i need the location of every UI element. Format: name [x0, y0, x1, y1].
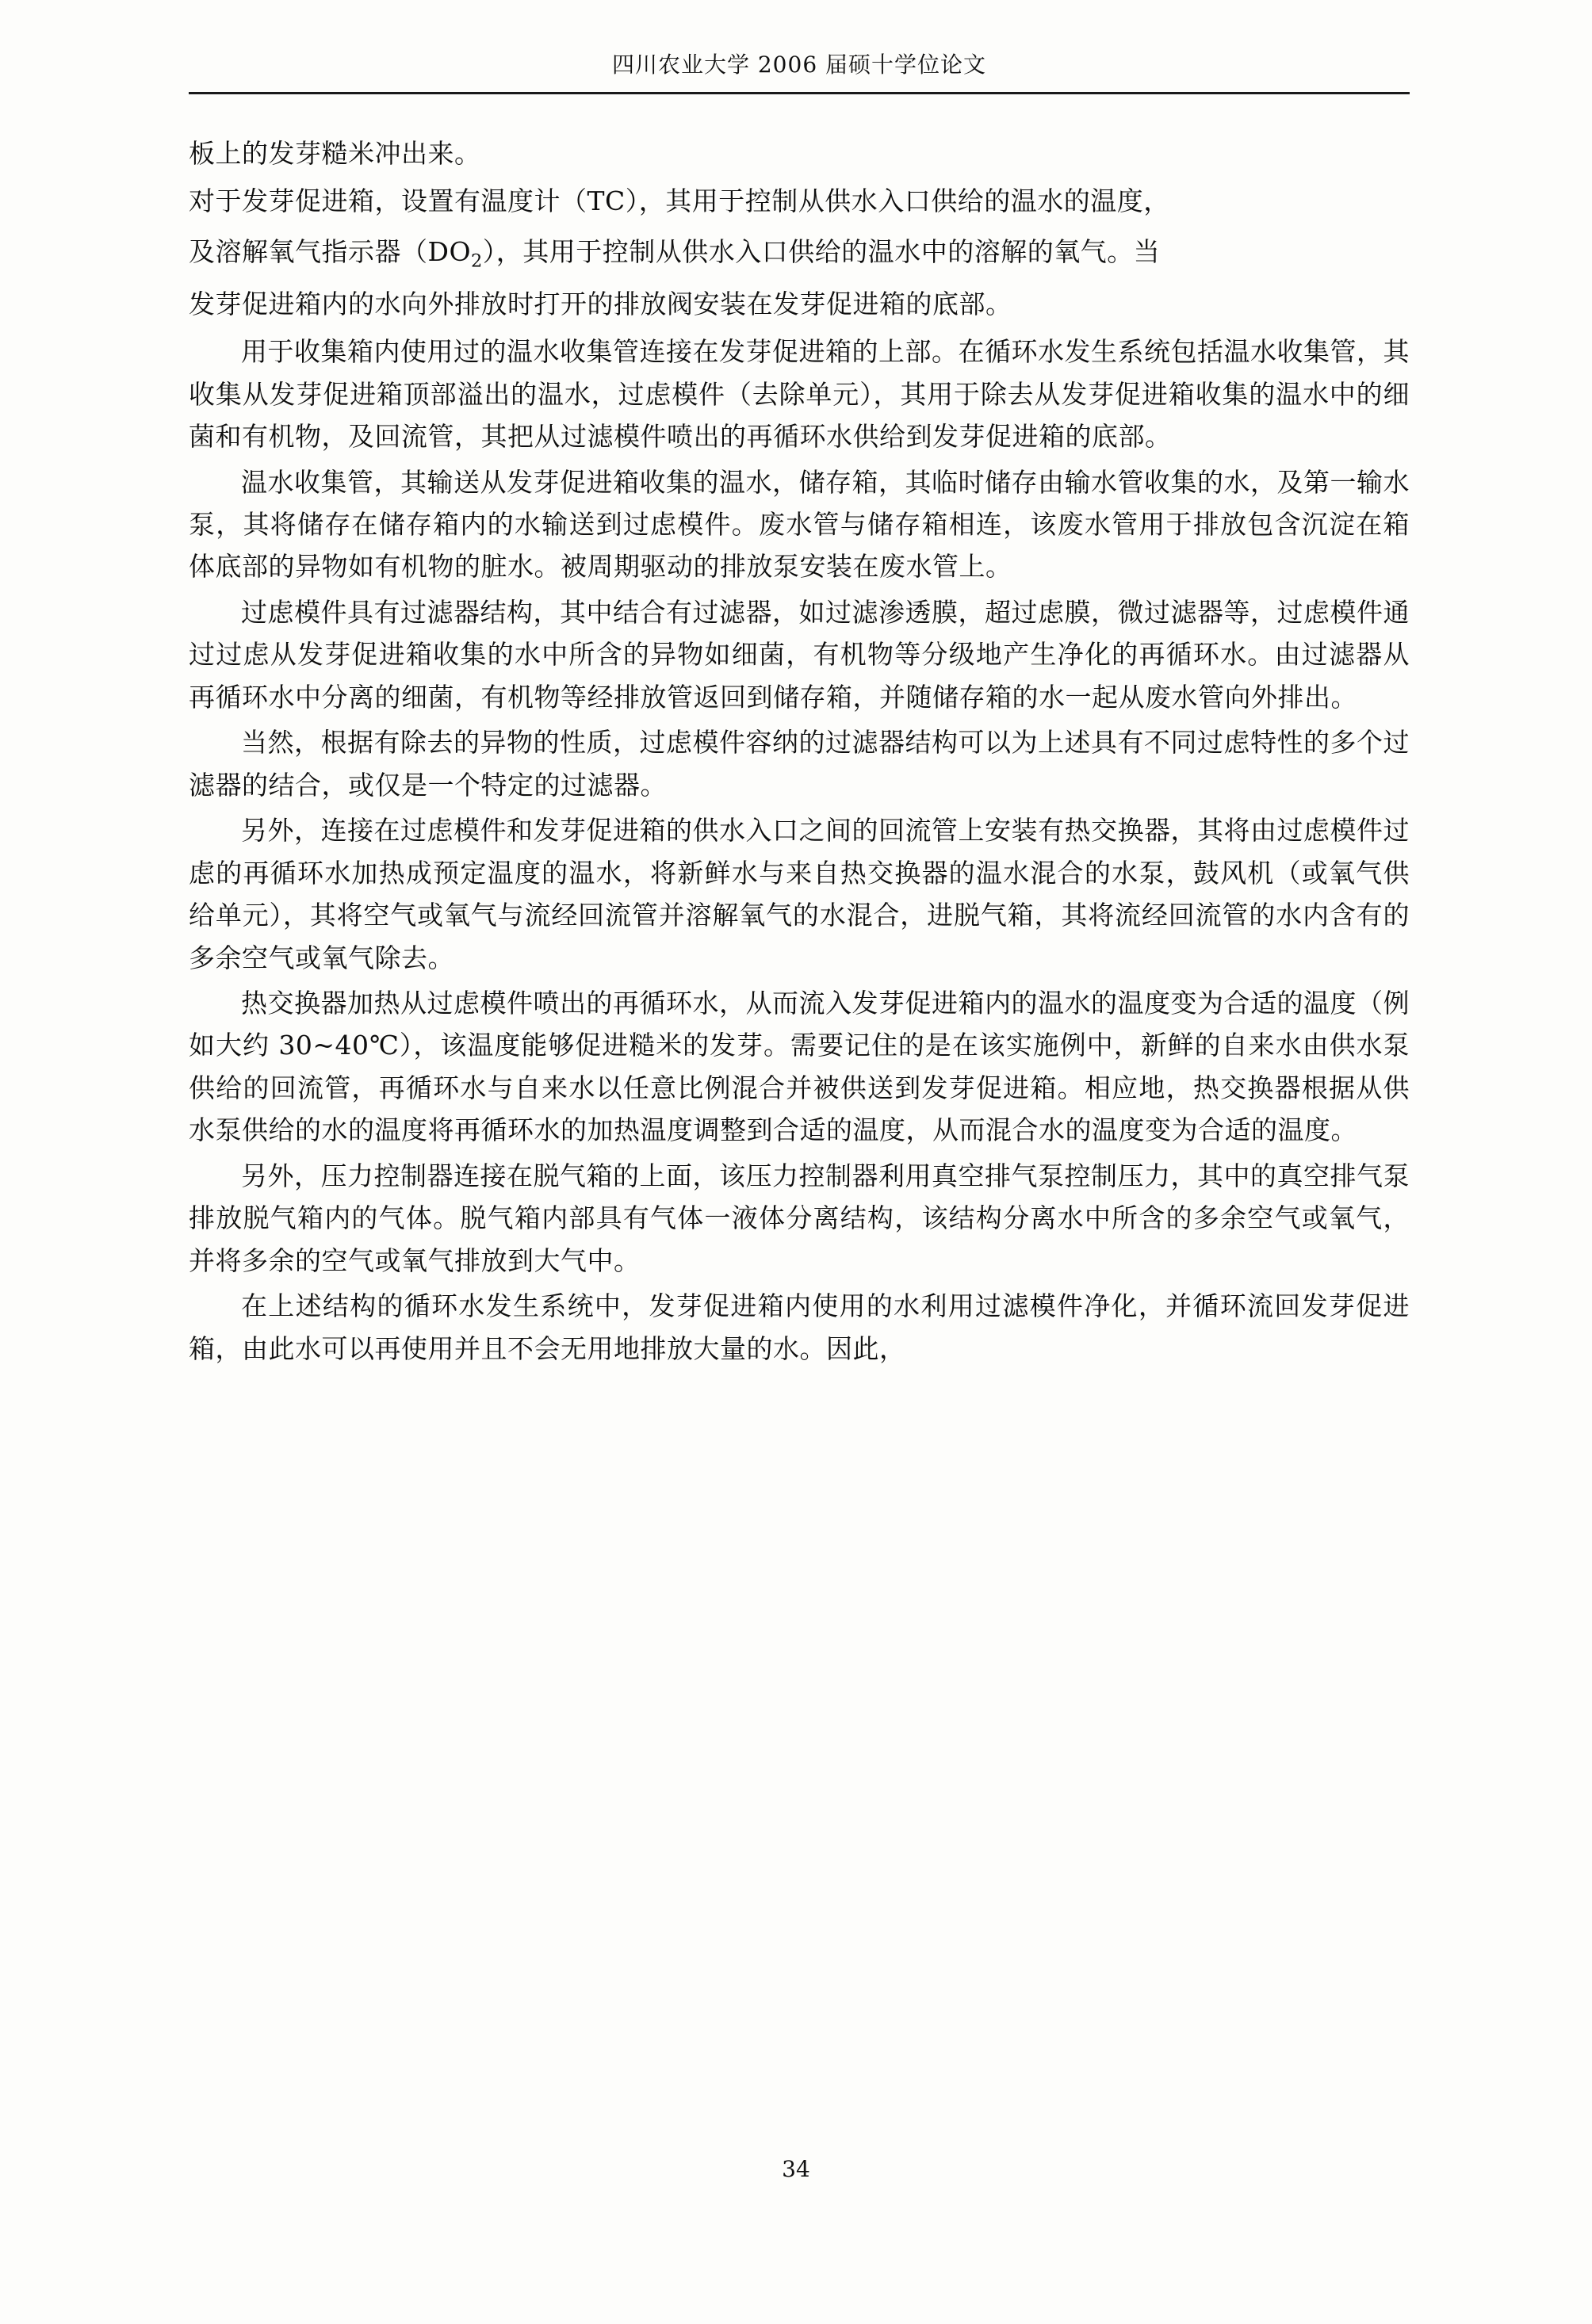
- paragraph-3: 及溶解氧气指示器$(DO_2)$，其用于控制从供水入口供给的温水中的溶解的氧气。当: [189, 235, 1161, 272]
- paragraph-6: 温水收集管，其输送从发芽促进箱收集的温水，储存箱，其临时储存由输水管收集的水，及第一输水泵，其将储存在储存箱内的水输送到过虑模件。废水管与储存箱相连，该废水管用于排放包含沉淀在箱体底部的异物如有机物的脏水。被周期驱动的排放泵安装在废水管上。: [189, 466, 1410, 583]
- page-number: 34: [782, 2156, 810, 2182]
- paragraph-8: 当然，根据有除去的异物的性质，过虑模件容纳的过滤器结构可以为上述具有不同过虑特性的多个过滤器的结合，或仅是一个特定的过滤器。: [189, 727, 1410, 801]
- paragraph-10: 热交换器加热从过虑模件喷出的再循环水，从而流入发芽促进箱内的温水的温度变为合适的温度（例如大约 30~40℃），该温度能够促进糙米的发芽。需要记住的是在该实施例中，新鲜的自来水由供水泵供给的回流管，再循环水与自来水以任意比例混合并被供送到发芽促进箱。相应地，热交换器根据从供水泵供给的水的温度将再循环水的加热温度调整到合适的温度，从而混合水的温度变为合适的温度。: [189, 988, 1410, 1146]
- paragraph-9: 另外，连接在过虑模件和发芽促进箱的供水入口之间的回流管上安装有热交换器，其将由过虑模件过虑的再循环水加热成预定温度的温水，将新鲜水与来自热交换器的温水混合的水泵，鼓风机（或氧气供给单元），其将空气或氧气与流经回流管并溶解氧气的水混合，进脱气箱，其将流经回流管的水内含有的多余空气或氧气除去。: [189, 815, 1410, 973]
- paragraph-11: 另外，压力控制器连接在脱气箱的上面，该压力控制器利用真空排气泵控制压力，其中的真空排气泵排放脱气箱内的气体。脱气箱内部具有气体一液体分离结构，该结构分离水中所含的多余空气或氧气，并将多余的空气或氧气排放到大气中。: [189, 1160, 1410, 1276]
- page-content: [189, 48, 1410, 1373]
- paragraph-5: 用于收集箱内使用过的温水收集管连接在发芽促进箱的上部。在循环水发生系统包括温水收集管，其收集从发芽促进箱顶部溢出的温水，过虑模件（去除单元），其用于除去从发芽促进箱收集的温水中的细菌和有机物，及回流管，其把从过滤模件喷出的再循环水供给到发芽促进箱的底部。: [189, 336, 1410, 453]
- subscript-two: 2: [471, 250, 483, 272]
- header-divider: [189, 92, 1410, 94]
- page-header: 四川农业大学 2006 届硕十学位论文: [611, 52, 987, 78]
- paragraph-1: 板上的发芽糙米冲出来。: [189, 138, 481, 169]
- body-text: [189, 132, 1410, 1370]
- paragraph-12: 在上述结构的循环水发生系统中，发芽促进箱内使用的水利用过滤模件净化，并循环流回发芽促进箱，由此水可以再使用并且不会无用地排放大量的水。因此，: [189, 1290, 1410, 1364]
- paragraph-4: 发芽促进箱内的水向外排放时打开的排放阀安装在发芽促进箱的底部。: [189, 288, 1012, 319]
- paragraph-2: 对于发芽促进箱，设置有温度计（TC），其用于控制从供水入口供给的温水的温度，: [189, 185, 1170, 217]
- paragraph-7: 过虑模件具有过滤器结构，其中结合有过滤器，如过滤渗透膜，超过虑膜，微过滤器等，过虑模件通过过虑从发芽促进箱收集的水中所含的异物如细菌，有机物等分级地产生净化的再循环水。由过滤器从再循环水中分离的细菌，有机物等经排放管返回到储存箱，并随储存箱的水一起从废水管向外排出。: [189, 596, 1410, 713]
